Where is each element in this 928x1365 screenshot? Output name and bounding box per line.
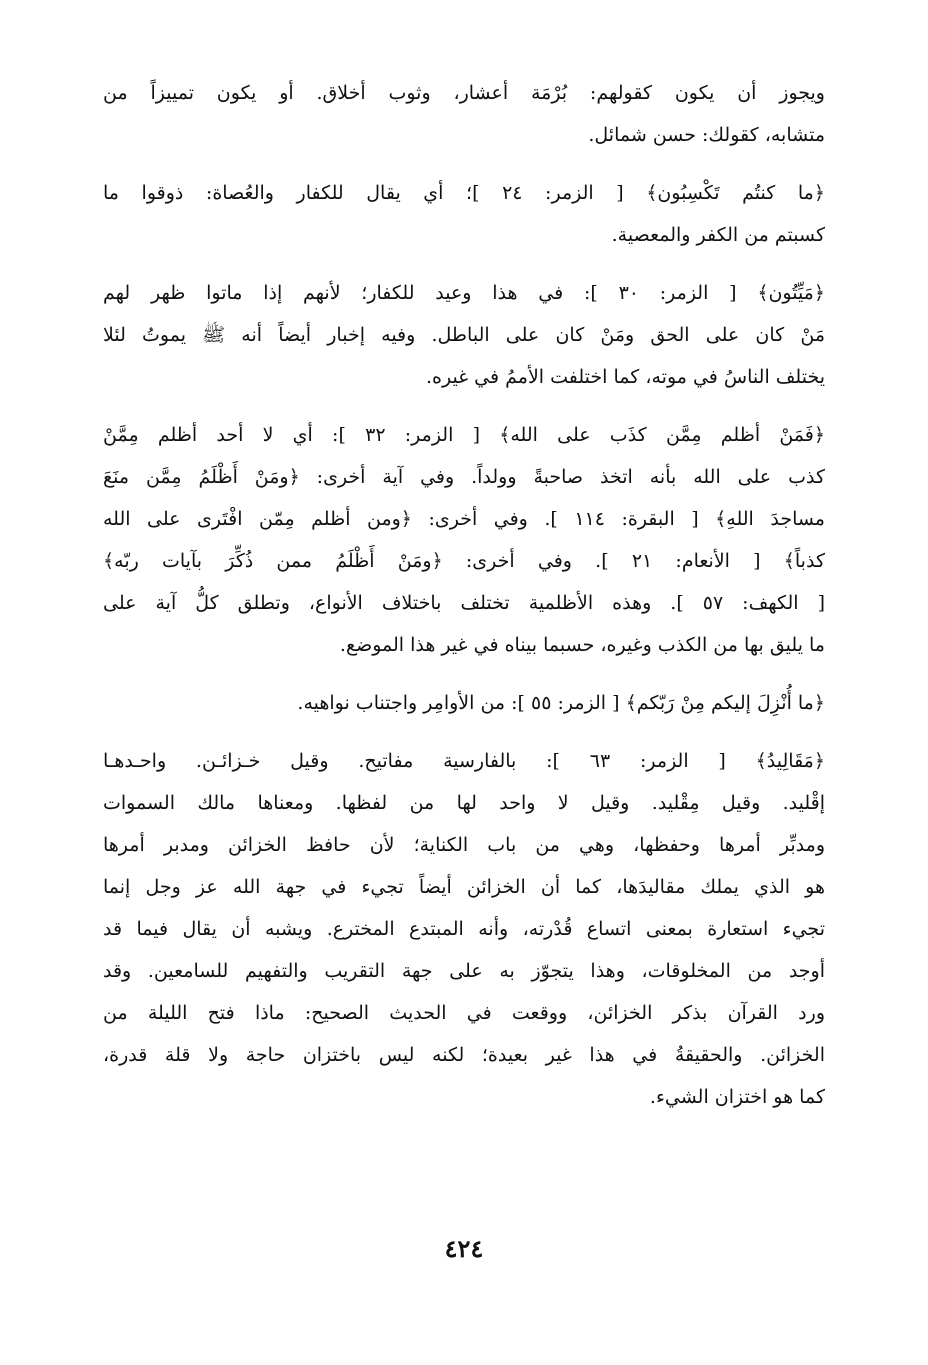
text-line: يختلف الناسُ في موته، كما اختلفت الأممُ في غيره. [426, 366, 825, 388]
paragraph [103, 172, 825, 256]
text-line: كما هو اختزان الشيء. [649, 1086, 825, 1108]
page-body [103, 72, 825, 1134]
text-line: ويجوز أن يكون كقولهم: بُرْمَة أعشار، وثوب أخلاق. أو يكون تمييزاً من [103, 82, 825, 104]
text-line: ومدبِّر أمرها وحفظها، وهي من باب الكناية؛ لأن حافظ الخزائن ومدبر أمرها [103, 834, 825, 856]
text-line: إقْليد. وقيل مِقْليد. وقيل لا واحد لها من لفظها. ومعناها مالك السموات [103, 792, 825, 814]
text-line: الخزائن. والحقيقةُ في هذا غير بعيدة؛ لكنه ليس باختزان حاجة ولا قلة قدرة، [103, 1044, 825, 1066]
paragraph [103, 72, 825, 156]
text-line: ﴿مَقَالِيدُ﴾ [ الزمر: ٦٣ ]: بالفارسية مفاتيح. وقيل خـزائـن. واحـدهـا [103, 750, 825, 772]
text-line: مَنْ كان على الحق ومَنْ كان على الباطل. وفيه إخبار أيضاً أنه ﷺ يموتُ لئلا [103, 324, 825, 346]
text-line: مساجدَ اللهِ﴾ [ البقرة: ١١٤ ]. وفي أخرى: ﴿ومن أظلم مِمّن افْتَرى على الله [103, 508, 825, 530]
text-line: ﴿ما أُنْزِلَ إليكم مِنْ رَبّكم﴾ [ الزمر: ٥٥ ]: من الأوامِر واجتناب نواهيه. [297, 692, 825, 714]
paragraph [103, 272, 825, 398]
paragraph [103, 740, 825, 1118]
text-line: ما يليق بها من الكذب وغيره، حسبما بيناه في غير هذا الموضع. [339, 634, 825, 656]
paragraph [103, 414, 825, 666]
text-line: ﴿فَمَنْ أظلم مِمَّن كذَب على الله﴾ [ الزمر: ٣٢ ]: أي لا أحد أظلم مِمَّنْ [103, 424, 825, 446]
text-line: كسبتم من الكفر والمعصية. [611, 224, 825, 246]
text-line: أوجد من المخلوقات، وهذا يتجوّز به على جهة التقريب والتفهيم للسامعين. وقد [103, 960, 825, 982]
text-line: [ الكهف: ٥٧ ]. وهذه الأظلمية تختلف باختلاف الأنواع، وتطلق كلُّ آية على [103, 592, 825, 614]
text-line: ﴿ما كنتُم تَكْسِبُون﴾ [ الزمر: ٢٤ ]؛ أي يقال للكفار والعُصاة: ذوقوا ما [103, 182, 825, 204]
text-line: كذباً﴾ [ الأنعام: ٢١ ]. وفي أخرى: ﴿ومَنْ أَظْلَمُ ممن ذُكِّرَ بآيات ربّه﴾ [103, 550, 825, 572]
text-line: ورد القرآن بذكر الخزائن، ووقعت في الحديث الصحيح: ماذا فتح الليلة من [103, 1002, 825, 1024]
text-line: متشابه، كقولك: حسن شمائل. [588, 124, 825, 146]
text-line: كذب على الله بأنه اتخذ صاحبةً وولداً. وفي آية أخرى: ﴿ومَنْ أَظْلَمُ مِمَّن منَعَ [103, 466, 825, 488]
page-number: ٤٢٤ [444, 1234, 484, 1263]
paragraph [103, 682, 825, 724]
text-line: تجيء استعارة بمعنى اتساع قُدْرته، وأنه المبتدع المخترع. ويشبه أن يقال فيما قد [103, 918, 825, 940]
text-line: هو الذي يملك مقاليدَها، كما أن الخزائن أيضاً تجيء في جهة الله عز وجل إنما [103, 876, 825, 898]
text-line: ﴿مَيِّتُون﴾ [ الزمر: ٣٠ ]: في هذا وعيد للكفار؛ لأنهم إذا ماتوا ظهر لهم [103, 282, 825, 304]
